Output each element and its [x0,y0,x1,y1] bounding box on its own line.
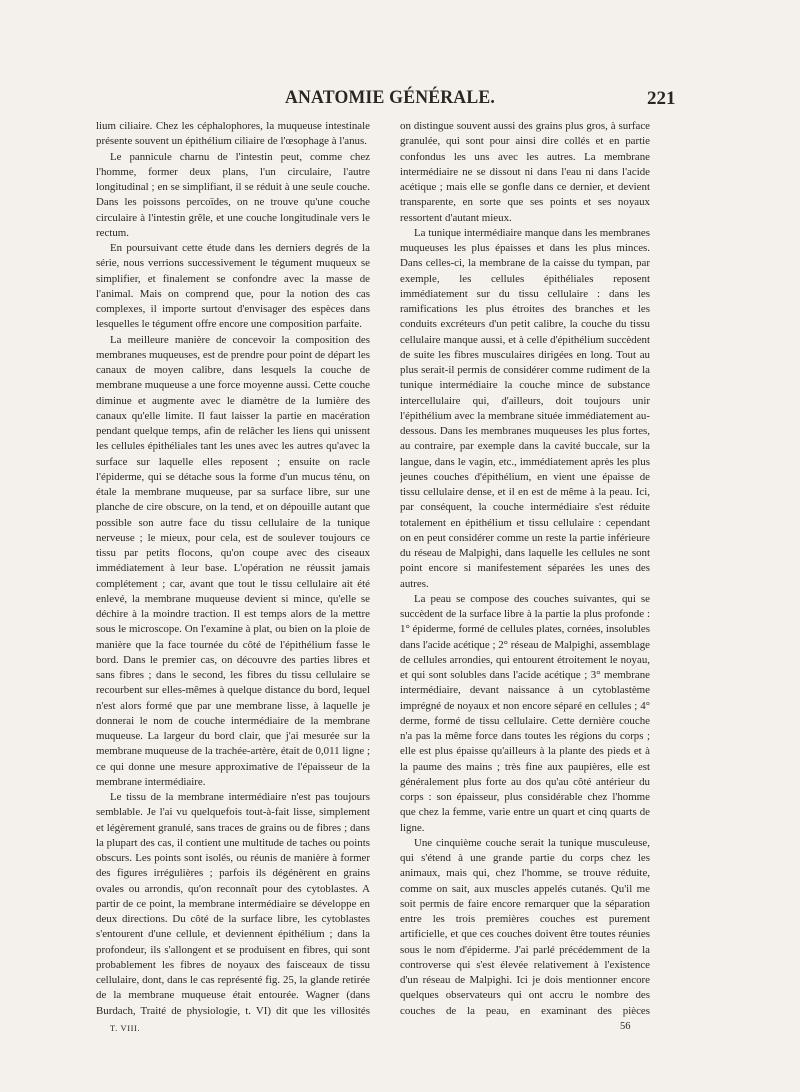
page-number: 221 [647,88,676,109]
left-text-column [96,119,370,1019]
paragraph: La meilleure manière de concevoir la composition des membranes muqueuses, est de prendre pour point de départ les canaux de moyen calibre, dans lesquels la couche de membrane muqueuse a une force moyenne aussi. Cette couche diminue et augmente avec le diamètre de la lumière des canaux qu'elle limite. Il faut laisser la partie en macération pendant quelque temps, afin de relâcher les liens qui unissent les cellules épithéliales tant les unes avec les autres qu'avec la surface sur laquelle elles reposent ; ensuite on racle l'épiderme, qui se détache sous la forme d'un mucus ténu, on étale la membrane muqueuse, par sa surface libre, sur une planche de cire obscure, on la tend, et on dépouille autant que possible son autre face du tissu cellulaire de la tunique nerveuse ; le mieux, pour cela, est de soulever toujours ce tissu par petits flocons, qu'on coupe avec des ciseaux immédiatement à leur base. L'opération ne réussit jamais complétement ; car, avant que tout le tissu cellulaire ait été enlevé, la membrane muqueuse devient si mince, qu'elle se déchire à la moindre traction. Il est temps alors de la mettre sous le microscope. On l'examine à plat, ou bien on la ploie de manière que la face tournée du côté de l'épithélium fasse le bord. Dans le premier cas, on découvre des parties libres et sans fibres ; dans le second, les fibres du tissu cellulaire se recourbent sur elles-mêmes à quelque distance du bord, lequel n'est alors formé que par une membrane lisse, à laquelle je donnerai le nom de couche intermédiaire de la membrane muqueuse. La largeur du bord clair, que j'ai mesurée sur la membrane muqueuse de la trachée-artère, était de 0,011 ligne ; ce qui donne une mesure approximative de l'épaisseur de la membrane intermédiaire. [96,333,370,788]
paragraph: Le pannicule charnu de l'intestin peut, comme chez l'homme, former deux plans, l'un circulaire, l'autre longitudinal ; en se simplifiant, il se réduit à une seule couche. Dans les poissons percoïdes, on ne trouve qu'une couche circulaire à l'intestin grêle, et une couche longitudinale vers le rectum. [96,150,370,239]
paragraph: En poursuivant cette étude dans les derniers degrés de la série, nous verrions successivement le tégument muqueux se simplifier, et finalement se confondre avec la masse de l'animal. Mais on comprend que, pour la notion des cas complexes, il importe surtout d'envisager des espèces dans lesquelles le tégument offre encore une composition parfaite. [96,242,370,331]
paragraph: lium ciliaire. Chez les céphalophores, la muqueuse intestinale présente souvent un épithélium ciliaire de l'œsophage à l'anus. [96,120,370,148]
sheet-number: 56 [620,1021,631,1032]
paragraph: on distingue souvent aussi des grains plus gros, à surface granulée, qui sont pour ainsi dire collés et en partie confondus les uns avec les autres. La membrane intermédiaire ne se dissout ni dans l'eau ni dans l'acide acétique ; mais elle se gonfle dans ce dernier, et devient transparente, en sorte que ses points et ses noyaux ressortent d'autant mieux. [400,120,650,224]
paragraph: La tunique intermédiaire manque dans les membranes muqueuses les plus épaisses et dans les plus minces. Dans celles-ci, la membrane de la caisse du tympan, par exemple, les cellules épithéliales reposent immédiatement sur du tissu cellulaire : dans les ramifications les plus étroites des branches et les conduits excréteurs d'un petit calibre, la couche du tissu cellulaire manque aussi, et à celle d'épithélium succèdent de suite les fibres musculaires dirigées en long. Tout au plus serait-il permis de considérer comme rudiment de la tunique intermédiaire la couche mince de substance intercellulaire qui, d'ailleurs, doit toujours unir l'épithélium avec la membrane située immédiatement au-dessous. Dans les membranes muqueuses les plus fortes, au contraire, par exemple dans la cavité buccale, sur la langue, dans le vagin, etc., immédiatement après les plus jeunes couches d'épithélium, en vient une épaisse de tissu cellulaire dense, et il en est de même à la peau. Ici, par conséquent, la couche intermédiaire s'est réduite totalement en épithélium et tissu cellulaire : cependant on en peut considérer comme un reste la partie inférieure du réseau de Malpighi, dans laquelle les cellules ne sont point encore si manifestement séparées les unes des autres. [400,226,650,590]
running-title: ANATOMIE GÉNÉRALE. [285,88,496,108]
paragraph: La peau se compose des couches suivantes, qui se succèdent de la surface libre à la partie la plus profonde : 1° épiderme, formé de cellules plates, cornées, insolubles dans l'acide acétique ; 2° réseau de Malpighi, assemblage de cellules arrondies, qui entourent étroitement le noyau, et qui sont solubles dans l'acide acétique ; 3° membrane intermédiaire, devant naissance à un cytoblastème imprégné de noyaux et non encore séparé en cellules ; 4° derme, formé de tissu cellulaire. Cette dernière couche n'a pas la même force dans toutes les régions du corps ; elle est plus épaisse qu'ailleurs à la plante des pieds et à la paume des mains ; très fine aux paupières, elle est généralement plus forte au dos qu'au côté antérieur du corps : son épaisseur, plus considérable chez l'homme que chez la femme, varie entre un quart et cinq quarts de ligne. [400,592,650,834]
right-text-column [400,119,650,1017]
paragraph: Le tissu de la membrane intermédiaire n'est pas toujours semblable. Je l'ai vu quelquefois tout-à-fait lisse, simplement et légèrement granulé, sans traces de grains ou de fibres ; dans la plupart des cas, il contient une multitude de taches ou points obscurs. Les points sont isolés, ou réunis de manière à former des figures irrégulières ; parfois ils dégénèrent en grains ovales ou arrondis, qu'on reconnaît pour des cytoblastes. A partir de ce point, la membrane intermédiaire se développe en deux directions. Du côté de la surface libre, les cytoblastes s'entourent d'une cellule, et deviennent épithélium ; dans la profondeur, ils s'allongent et se produisent en fibres, qui sont probablement les fibres de noyaux des faisceaux de tissu cellulaire, dont, dans le cas représenté fig. 25, la glande retirée de la membrane muqueuse était entourée. Wagner (dans Burdach, Traité de physiologie, t. VI) dit que les villosités [96,791,370,1017]
signature-mark: T. VIII. [110,1023,141,1033]
paragraph: Une cinquième couche serait la tunique musculeuse, qui s'étend à une grande partie du corps chez les animaux, mais qui, chez l'homme, se trouve réduite, comme on sait, aux muscles appelés cutanés. Qu'il me soit permis de faire encore remarquer que la séparation entre les trois premières couches est purement artificielle, et que ces couches doivent être toutes réunies sous le nom d'épiderme. J'ai parlé précédemment de la controverse qui s'est élevée relativement à l'existence d'un réseau de Malpighi. Ici je dois mentionner encore quelques observateurs qui ont accru le nombre des couches de la peau, en examinant des pièces [400,836,650,1017]
